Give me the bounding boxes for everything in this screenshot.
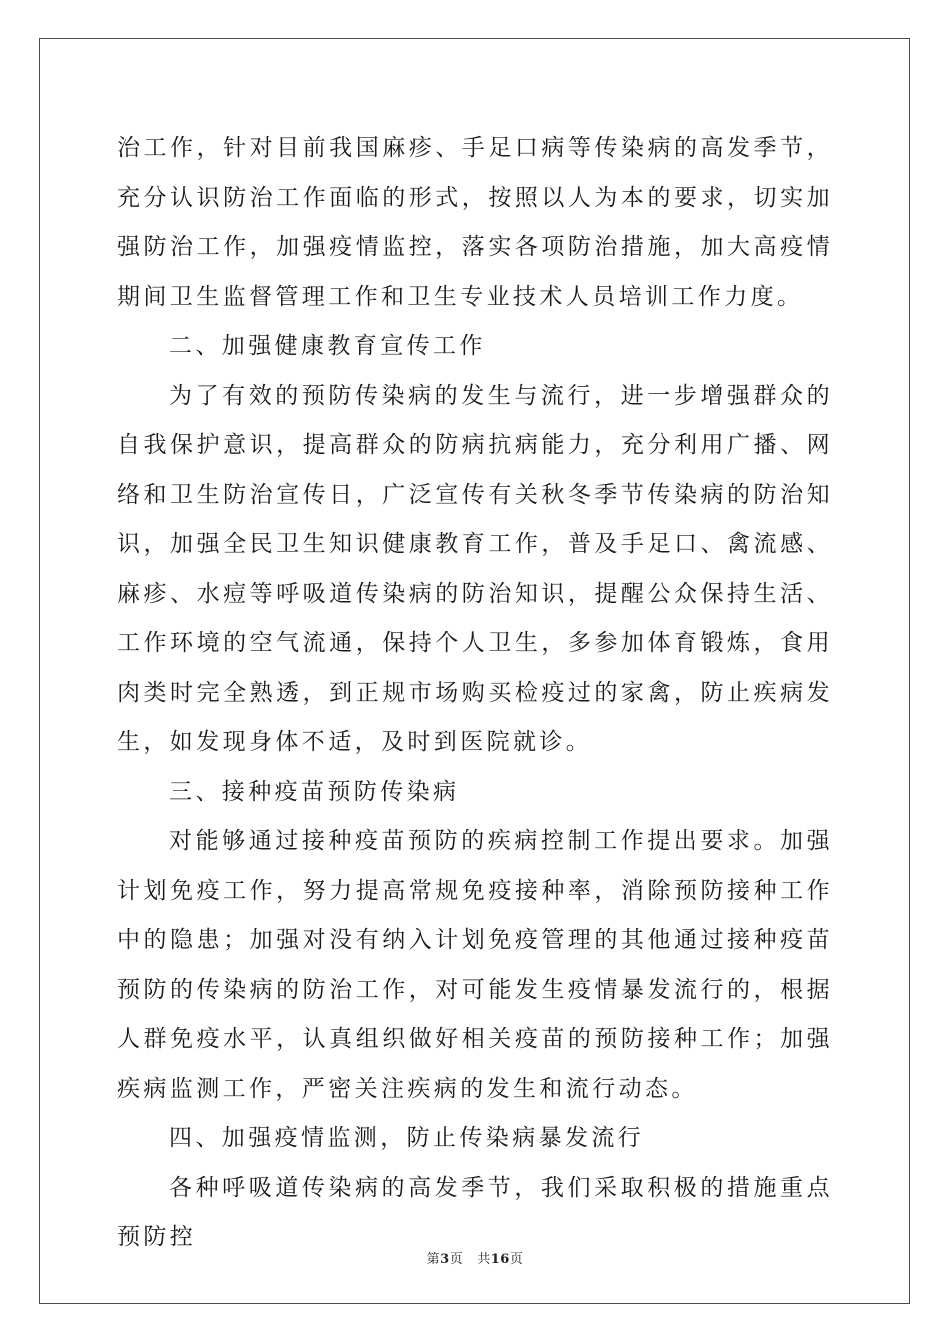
page-current: 3 [440,1252,450,1267]
page-total: 16 [490,1252,510,1267]
section-heading-3: 三、接种疫苗预防传染病 [169,778,460,805]
paragraph: 各种呼吸道传染病的高发季节，我们采取积极的措施重点预防控 [117,1174,833,1250]
paragraph: 对能够通过接种疫苗预防的疾病控制工作提出要求。加强计划免疫工作，努力提高常规免疫接种率，消除预防接种工作中的隐患；加强对没有纳入计划免疫管理的其他通过接种疫苗预防的传染病的防治工作，对可能发生疫情暴发流行的，根据人群免疫水平，认真组织做好相关疫苗的预防接种工作；加强疾病监测工作，严密关注疾病的发生和流行动态。 [117,828,833,1102]
paragraph-continued: 治工作，针对目前我国麻疹、手足口病等传染病的高发季节，充分认识防治工作面临的形式，按照以人为本的要求，切实加强防治工作，加强疫情监控，落实各项防治措施，加大高疫情期间卫生监督管理工作和卫生专业技术人员培训工作力度。 [117,135,833,310]
paragraph: 为了有效的预防传染病的发生与流行，进一步增强群众的自我保护意识，提高群众的防病抗病能力，充分利用广播、网络和卫生防治宣传日，广泛宣传有关秋冬季节传染病的防治知识，加强全民卫生知识健康教育工作，普及手足口、禽流感、麻疹、水痘等呼吸道传染病的防治知识，提醒公众保持生活、工作环境的空气流通，保持个人卫生，多参加体育锻炼，食用肉类时完全熟透，到正规市场购买检疫过的家禽，防止疾病发生，如发现身体不适，及时到医院就诊。 [117,382,833,755]
document-body [117,124,833,1263]
total-prefix: 共 [477,1252,491,1267]
page-prefix: 第 [426,1252,441,1267]
page-footer [0,1248,950,1267]
section-heading-2: 二、加强健康教育宣传工作 [169,333,486,359]
total-suffix: 页 [509,1252,524,1267]
section-heading-4: 四、加强疫情监测，防止传染病暴发流行 [169,1125,645,1151]
page-suffix: 页 [449,1252,464,1267]
